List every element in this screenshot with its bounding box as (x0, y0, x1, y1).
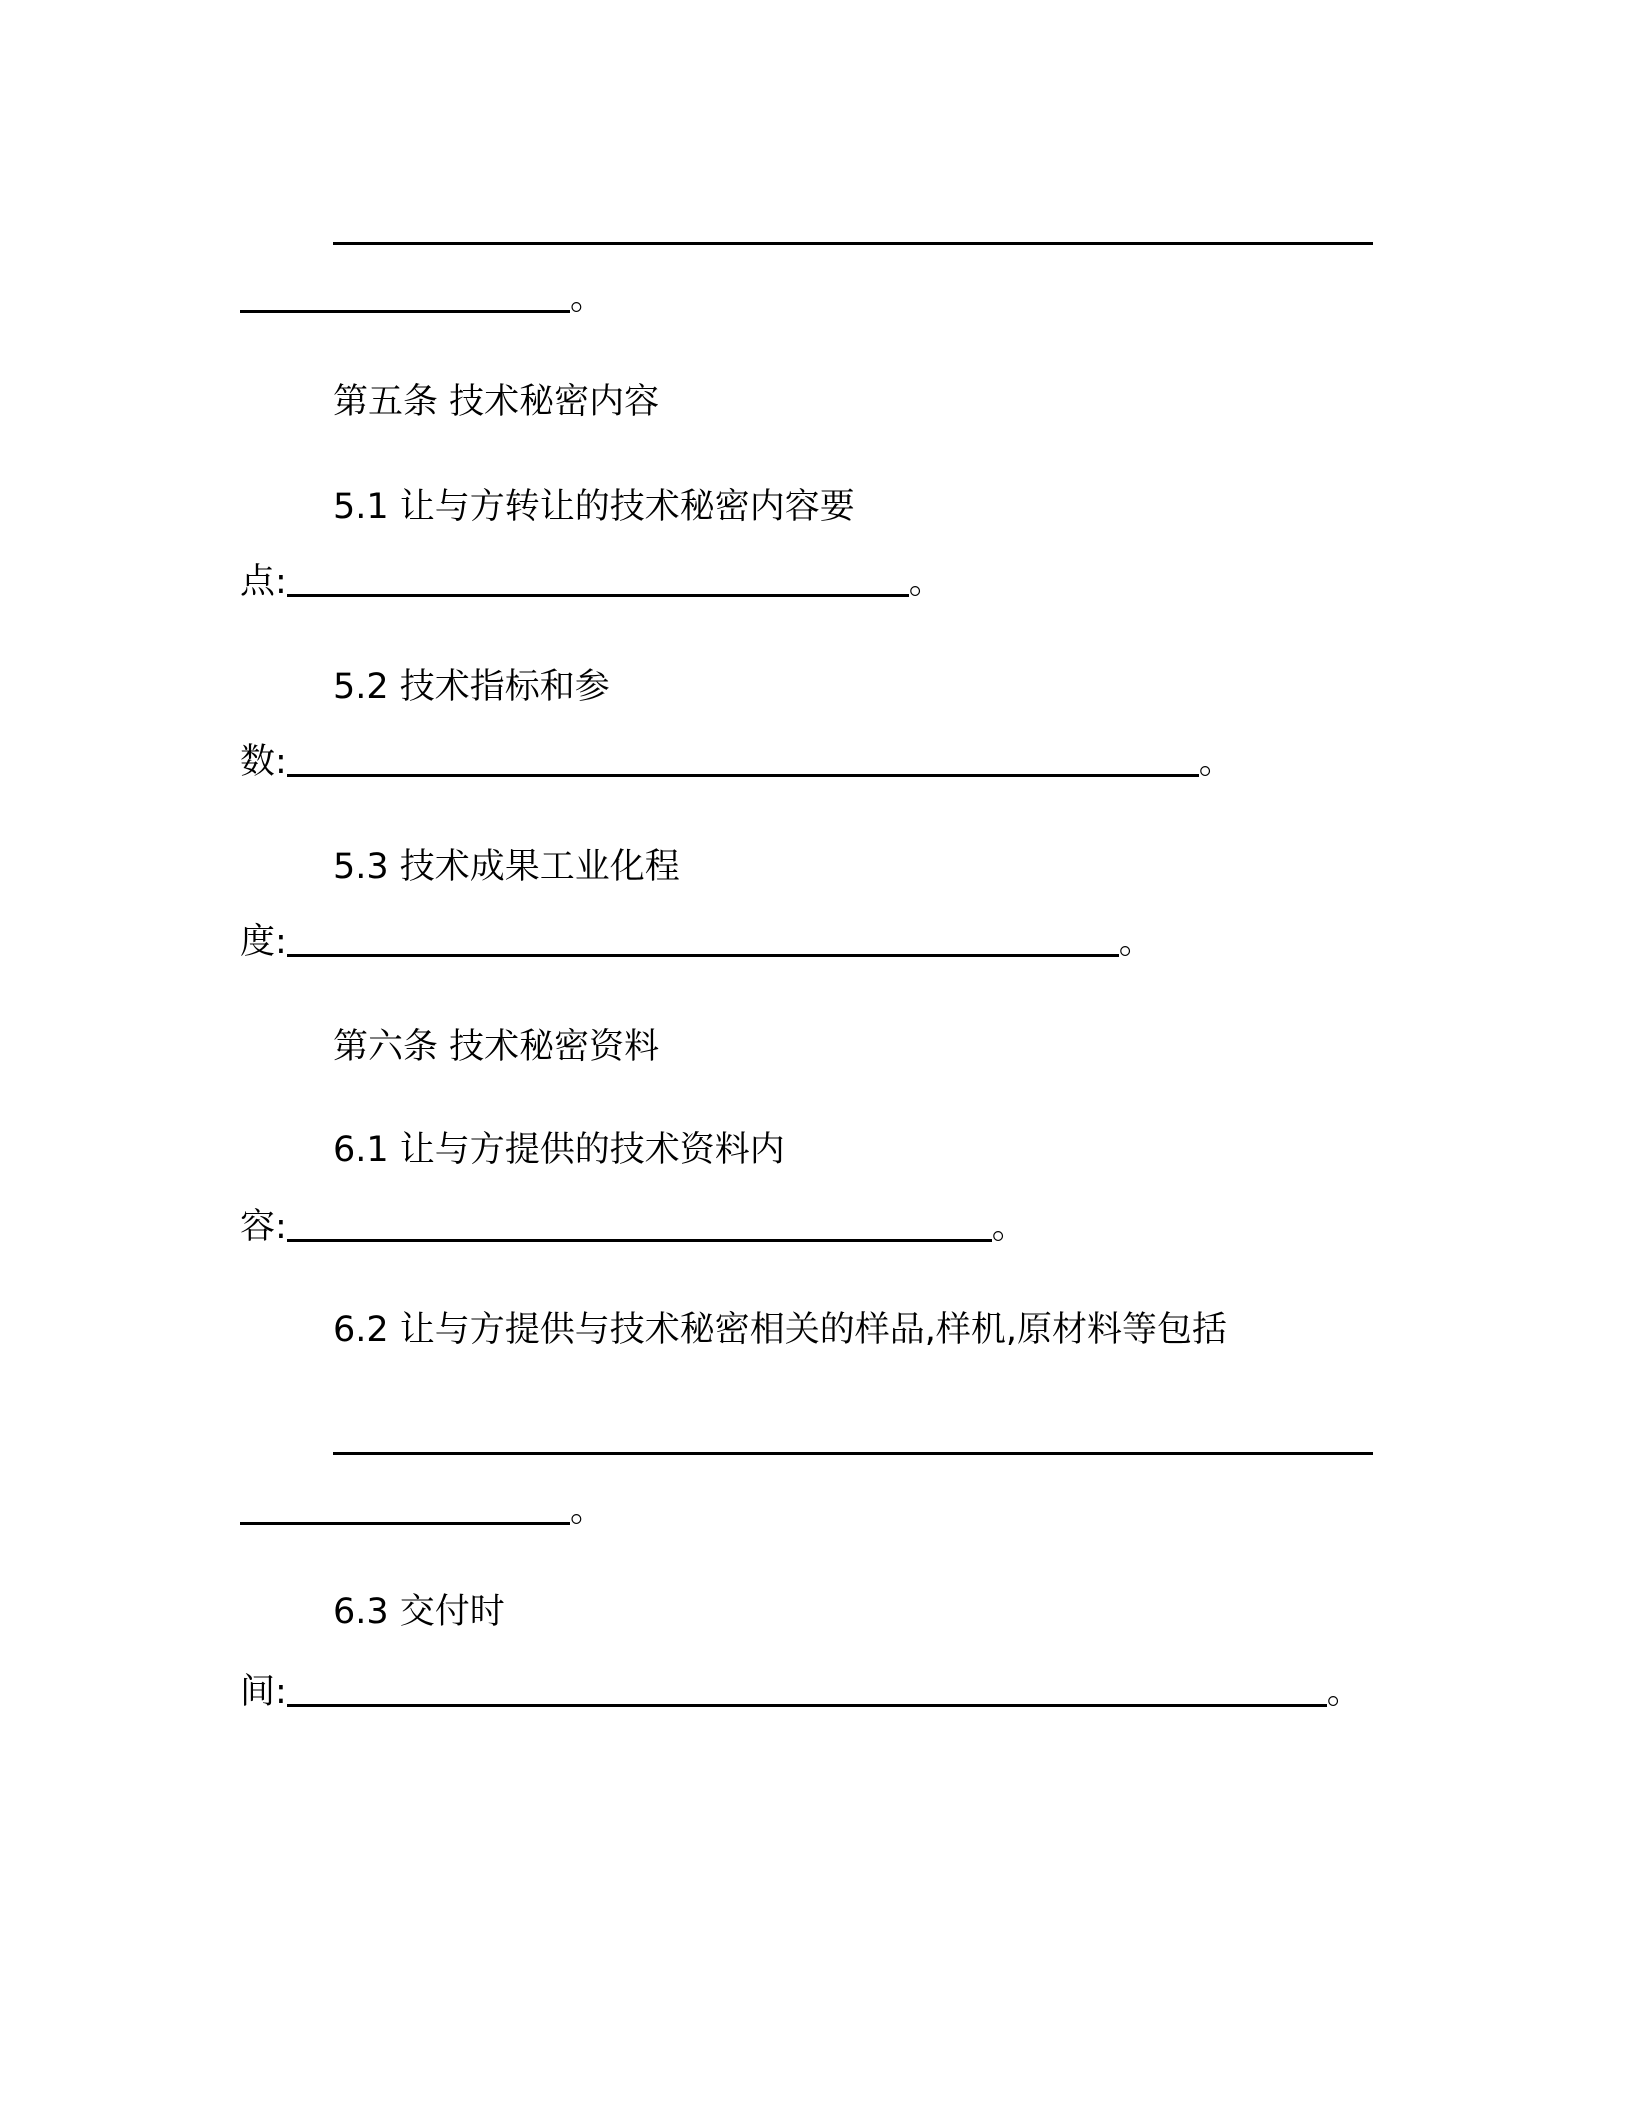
clause-6-1-text: 6.1 让与方提供的技术资料内 (333, 1130, 785, 1170)
period: 。 (570, 1490, 606, 1530)
clause-5-1-fill: 点: 。 (240, 562, 944, 602)
clause-6-2-fill-1 (333, 1398, 1373, 1458)
period: 。 (570, 278, 606, 318)
clause-5-3-fill: 度: 。 (240, 922, 1154, 962)
period: 。 (1326, 1672, 1362, 1712)
fill-in-line-2 (240, 256, 605, 316)
clause-6-1-fill: 容: 。 (240, 1207, 1027, 1247)
blank-underline (287, 774, 1199, 777)
blank-underline (287, 1704, 1327, 1707)
article-5-heading: 第五条 技术秘密内容 (333, 382, 660, 422)
period: 。 (991, 1207, 1027, 1247)
blank-underline (287, 594, 909, 597)
period: 。 (1118, 922, 1154, 962)
blank-underline (287, 1239, 992, 1242)
blank-underline (287, 954, 1119, 957)
clause-6-3-fill: 间: 。 (240, 1672, 1362, 1712)
period: 。 (1198, 742, 1234, 782)
blank-underline (240, 1522, 570, 1525)
clause-6-2-fill-2 (240, 1468, 605, 1528)
clause-5-2-fill: 数: 。 (240, 742, 1234, 782)
clause-6-3-text: 6.3 交付时 (333, 1592, 505, 1632)
clause-5-3-text: 5.3 技术成果工业化程 (333, 847, 680, 887)
fill-in-line-1 (333, 188, 1373, 248)
blank-underline (240, 310, 570, 313)
clause-6-2-text: 6.2 让与方提供与技术秘密相关的样品,样机,原材料等包括 (333, 1310, 1228, 1350)
blank-underline (333, 1452, 1373, 1455)
clause-5-2-text: 5.2 技术指标和参 (333, 667, 610, 707)
article-6-heading: 第六条 技术秘密资料 (333, 1027, 660, 1067)
blank-underline (333, 242, 1373, 245)
clause-5-1-text: 5.1 让与方转让的技术秘密内容要 (333, 487, 855, 527)
period: 。 (908, 562, 944, 602)
